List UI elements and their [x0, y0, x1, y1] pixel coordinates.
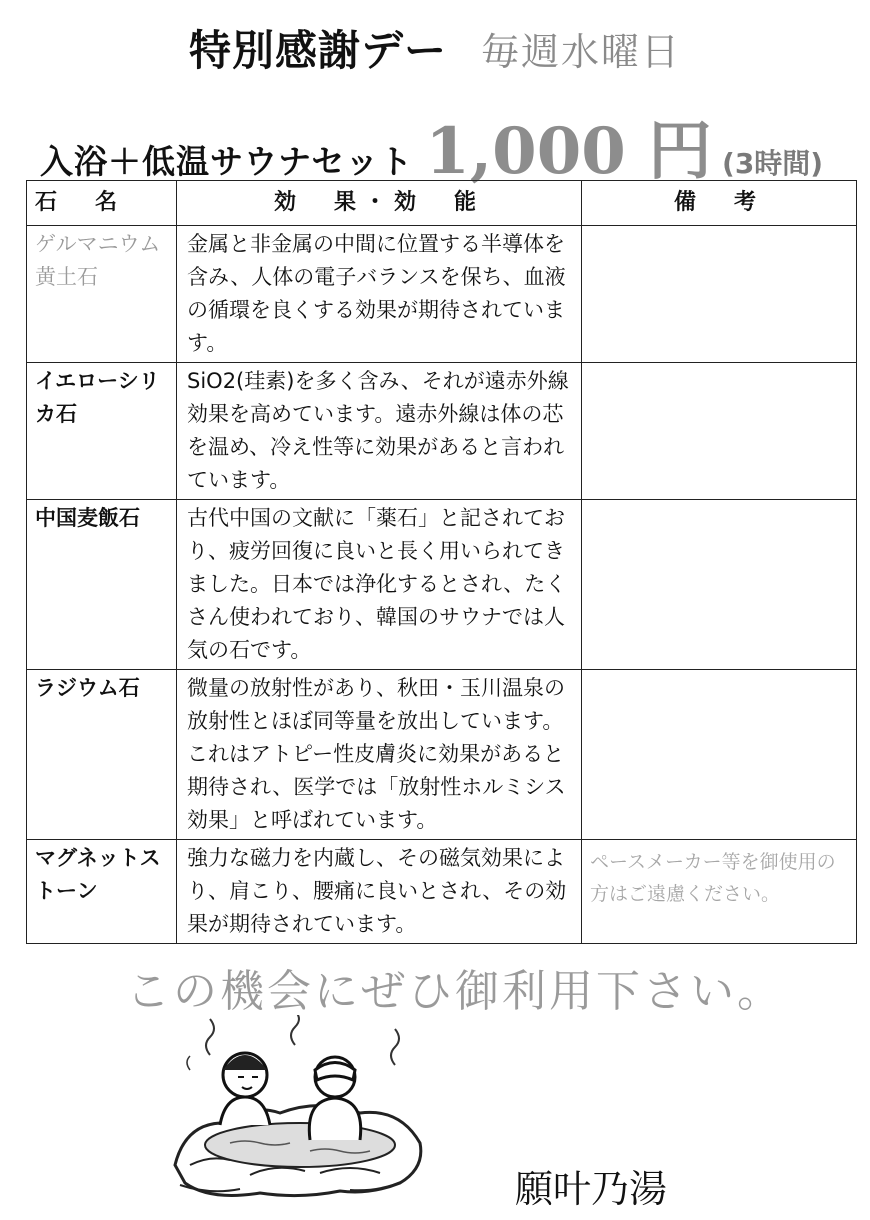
stone-name-germanium	[27, 226, 177, 363]
shop-signature: 願叶乃湯	[515, 1167, 668, 1211]
column-header-stone-name: 石 名	[27, 181, 177, 226]
offer-price: 1,000 円	[425, 114, 713, 189]
table-header-row	[27, 181, 857, 226]
stones-table	[26, 180, 857, 944]
table-row	[27, 226, 857, 363]
offer-line	[40, 100, 823, 192]
title-line	[0, 18, 870, 78]
table-row	[27, 500, 857, 670]
page-title: 特別感謝デー	[188, 26, 447, 75]
stone-note	[582, 500, 857, 670]
stone-note	[582, 363, 857, 500]
bathing-people-icon	[170, 1015, 430, 1200]
stone-effect: SiO2(珪素)を多く含み、それが遠赤外線効果を高めています。遠赤外線は体の芯を温め、冷え性等に効果があると言われています。	[177, 363, 582, 500]
stone-name-text: ゲルマニウム 黄土石	[35, 232, 161, 289]
stone-note	[582, 670, 857, 840]
stone-effect: 強力な磁力を内蔵し、その磁気効果により、肩こり、腰痛に良いとされ、その効果が期待されています。	[177, 840, 582, 944]
closing-message: この機会にぜひ御利用下さい。	[126, 966, 784, 1017]
stone-effect: 微量の放射性があり、秋田・玉川温泉の放射性とほぼ同等量を放出しています。これはアトピー性皮膚炎に効果があると期待され、医学では「放射性ホルミシス効果」と呼ばれています。	[177, 670, 582, 840]
offer-duration: (3時間)	[722, 147, 824, 180]
stone-name-magnet: マグネットストーン	[27, 840, 177, 944]
stone-note-pacemaker: ペースメーカー等を御使用の方はご遠慮ください。	[582, 840, 857, 944]
stone-name-yellow-silica: イエローシリカ石	[27, 363, 177, 500]
table-row	[27, 840, 857, 944]
table-row	[27, 670, 857, 840]
table-row	[27, 363, 857, 500]
column-header-effect: 効 果・効 能	[177, 181, 582, 226]
stone-effect: 金属と非金属の中間に位置する半導体を含み、人体の電子バランスを保ち、血液の循環を良くする効果が期待されています。	[177, 226, 582, 363]
stone-effect: 古代中国の文献に「薬石」と記されており、疲労回復に良いと長く用いられてきました。日本では浄化するとされ、たくさん使われており、韓国のサウナでは人気の石です。	[177, 500, 582, 670]
schedule-label: 毎週水曜日	[481, 30, 682, 74]
stone-name-radium: ラジウム石	[27, 670, 177, 840]
stone-note	[582, 226, 857, 363]
stone-name-chinese-maifan: 中国麦飯石	[27, 500, 177, 670]
column-header-notes: 備 考	[582, 181, 857, 226]
offer-label: 入浴＋低温サウナセット	[40, 142, 414, 181]
